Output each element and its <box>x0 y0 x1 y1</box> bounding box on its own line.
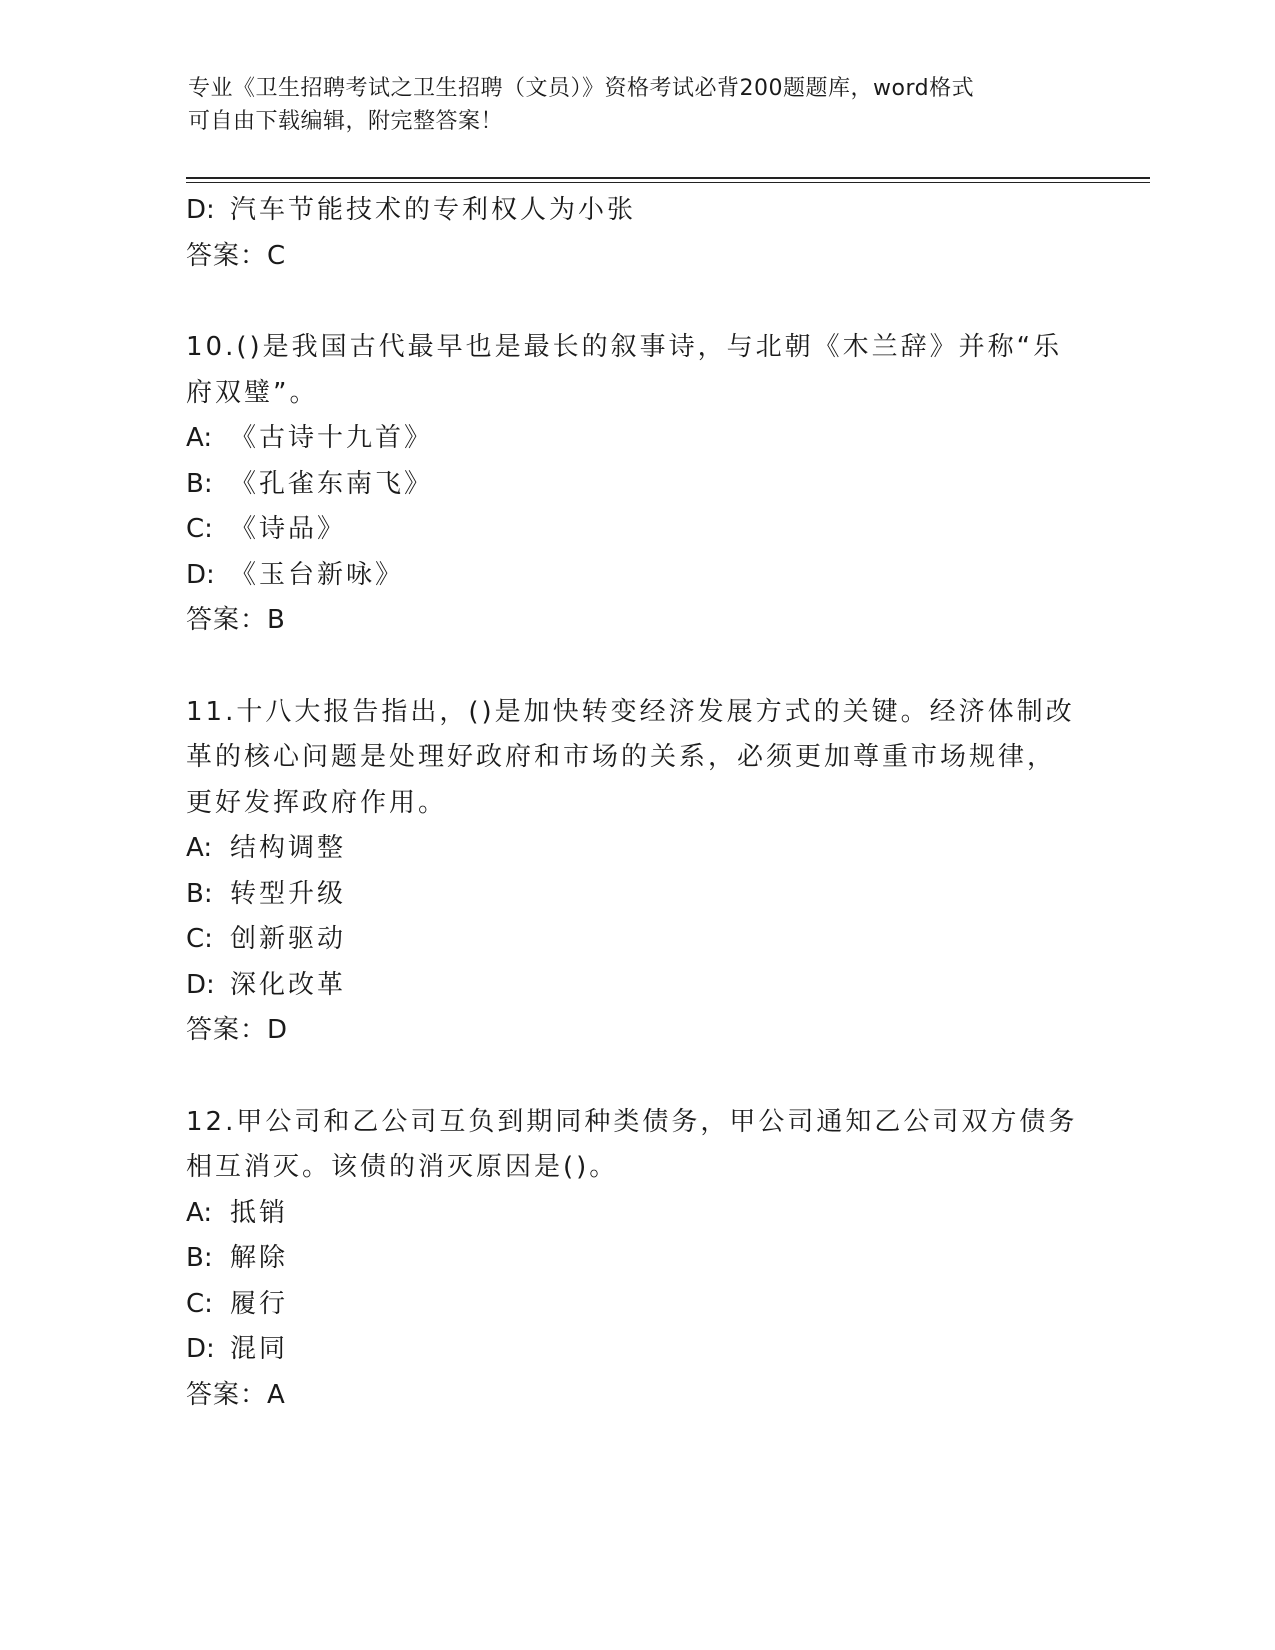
answer: 答案：C <box>186 240 287 271</box>
option-letter: C: <box>186 514 213 544</box>
option-text: 解除 <box>230 1243 289 1273</box>
option-b <box>186 1236 1086 1282</box>
option-d <box>186 963 1086 1009</box>
option-text: 履行 <box>230 1288 289 1319</box>
question-list <box>186 188 1086 1464</box>
option-letter: B: <box>186 468 213 499</box>
option-letter: B: <box>186 1243 213 1273</box>
option-text: 《玉台新咏》 <box>230 559 405 590</box>
option-letter: A: <box>186 833 213 863</box>
option-a <box>186 826 1086 872</box>
question-12 <box>186 1100 1086 1419</box>
option-letter: D: <box>186 195 215 225</box>
question-10 <box>186 325 1086 644</box>
previous-question-tail <box>186 188 1086 279</box>
option-text: 抵销 <box>230 1197 289 1228</box>
header-line-2: 可自由下载编辑，附完整答案！ <box>188 109 504 134</box>
answer: 答案：D <box>186 1015 289 1045</box>
option-text: 转型升级 <box>230 878 347 909</box>
header-divider-thin <box>186 182 1150 183</box>
question-text-line: 10.()是我国古代最早也是最长的叙事诗，与北朝《木兰辞》并称“乐 <box>186 332 1063 362</box>
question-text-line: 相互消灭。该债的消灭原因是()。 <box>186 1152 619 1182</box>
option-text: 汽车节能技术的专利权人为小张 <box>230 195 637 225</box>
option-a <box>186 1191 1086 1237</box>
option-a <box>186 416 1086 462</box>
option-d <box>186 1327 1086 1373</box>
answer: 答案：A <box>186 1379 286 1410</box>
answer: 答案：B <box>186 605 286 635</box>
option-text: 结构调整 <box>230 833 347 863</box>
option-text: 创新驱动 <box>230 924 347 954</box>
option-letter: B: <box>186 878 213 909</box>
option-c <box>186 507 1086 553</box>
question-text-line: 更好发挥政府作用。 <box>186 787 448 818</box>
option-text: 《古诗十九首》 <box>230 423 434 453</box>
option-d <box>186 188 1086 234</box>
option-text: 《孔雀东南飞》 <box>230 468 434 499</box>
question-text-line: 革的核心问题是处理好政府和市场的关系，必须更加尊重市场规律， <box>186 742 1057 772</box>
option-d <box>186 553 1086 599</box>
question-text-line: 府双璧”。 <box>186 377 319 408</box>
option-letter: D: <box>186 559 215 590</box>
option-letter: A: <box>186 423 213 453</box>
option-letter: A: <box>186 1197 213 1228</box>
document-header <box>188 72 1088 138</box>
option-text: 《诗品》 <box>230 514 347 544</box>
option-b <box>186 872 1086 918</box>
option-letter: C: <box>186 924 213 954</box>
option-letter: D: <box>186 1334 215 1364</box>
option-letter: D: <box>186 969 215 1000</box>
option-c <box>186 917 1086 963</box>
option-text: 深化改革 <box>230 969 347 1000</box>
question-text-line: 11.十八大报告指出，()是加快转变经济发展方式的关键。经济体制改 <box>186 696 1075 727</box>
option-b <box>186 462 1086 508</box>
question-text-line: 12.甲公司和乙公司互负到期同种类债务，甲公司通知乙公司双方债务 <box>186 1106 1078 1137</box>
header-divider-thick <box>186 177 1150 179</box>
option-text: 混同 <box>230 1334 289 1364</box>
option-letter: C: <box>186 1288 213 1319</box>
option-c <box>186 1282 1086 1328</box>
header-line-1: 专业《卫生招聘考试之卫生招聘（文员）》资格考试必背200题题库，word格式 <box>188 76 975 101</box>
question-11 <box>186 690 1086 1054</box>
